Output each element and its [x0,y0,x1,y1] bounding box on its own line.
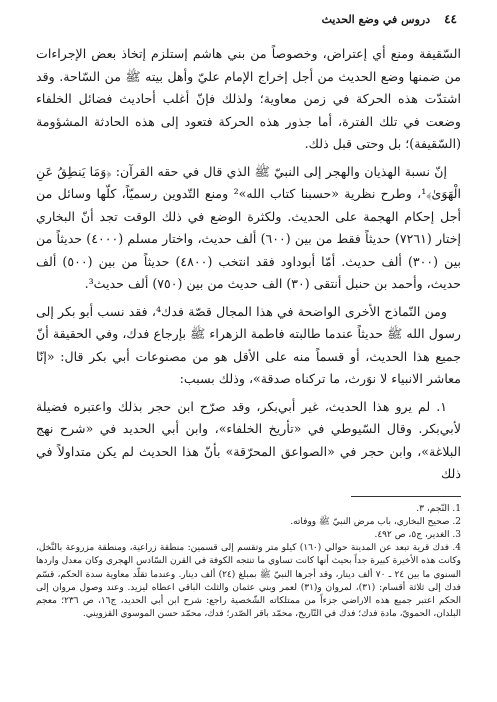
footnote-separator [351,496,461,497]
paragraph: ١. لم يرو هذا الحديث، غير أبي‌بكر، وقد صرّح ابن حجر بذلك واعتبره فضيلة لأبي‌بكر. وقال السّيوطي في «تأريخ الخلفاء»، وابن أبي الحديد في «شرح نهج البلاغة»، وابن حجر في «الصواعق المحرّقة» بأنّ هذا الحديث لم يكن متداولاً في ذلك [36,398,461,481]
footnotes [36,503,461,622]
footnote: 3. الغدير، ج٥، ص ٤٩٢. [374,529,461,540]
body-text [36,43,461,486]
paragraph: السّقيفة ومنع أي إعتراض، وخصوصاً من بني هاشم إستلزم إتخاذ بعض الإجراءات من ضمنها وضع الحديث من أجل إخراج الإمام عليّ وأهل بيته ﷺ من السّاحة. وقد اشتدّت هذه الحركة في زمن معاوية؛ ولذلك فإنّ أغلب أحاديث فضائل الخلفاء وضعت في تلك الفترة، أما جذور هذه الحركة فتعود إلى هذه الحادثة المشؤومة (السّقيفة)؛ بل وحتى قبل ذلك. [36,46,461,151]
page-number: ٤٤ [444,12,457,26]
running-title: دروس في وضع الحديث [321,13,431,26]
footnote: 2. صحيح البخاري، باب مرض النبيّ ﷺ ووفاته. [290,516,461,527]
footnote: 4. فدك قرية تبعد عن المدينة حوالي (١٦٠) كيلو متر وتقسم إلى قسمين: منطقة زراعية، ومنطقة مزروعة بالنَّخل، وكانت هذه الأخيرة كبيرة جداً بحيث أنها كانت تساوي ما تنتجه الكوفة في القرن السّادس الهجري وكان معدل واردها السنوي ما بين ٢٤ ـ ٧٠ ألف دينار، وقد أجرها النبيّ ﷺ بمبلغ (٢٤) ألف دينار. وعندما تقلّد معاوية سدة الحكم، قسّم فدك إلى ثلاثة أقسام: (٣١)، لمروان و(٣١) لعمر وبني عثمان والثلث الباقي اعطاه ليزيد. وعند وصول مروان إلى الحكم اعتبر جميع هذه الاراضي جزءاً من ممتلكاته الشّخصية راجع: شرح ابن أبي الحديد، ج١٦، ص ٢٣٦؛ معجم البلدان، الحمويّ، مادة فدك؛ فدك في التّاريخ، محمّد باقر الصّدر؛ فدك، محمّد حسن الموسوي القزويني. [36,543,462,620]
footnote-separator-wrap [36,486,461,503]
paragraph: إنّ نسبة الهذيان والهجر إلى النبيّ ﷺ الذي قال في حقه القرآن: ﴿وَمَا يَنطِقُ عَنِ الْهَوَىٰ﴾¹، وطرح نظرية «حسبنا كتاب الله»² ومنع التّدوين رسميّاً، كلّها وسائل من أجل إحكام الهجمة على الحديث. ولكثرة الوضع في ذلك الوقت تجد أنّ البخاري إختار (٧٢٦١) حديثاً فقط من بين (٦٠٠) ألف حديث، واختار مسلم (٤٠٠٠) حديثاً من بين (٣٠٠) ألف حديث. أمّا أبوداود فقد انتخب (٤٨٠٠) حديثاً من بين (٥٠٠) ألف حديث، وأحمد بن حنبل أنتقى (٣٠) الف حديث من بين (٧٥٠) ألف حديث³. [36,163,462,291]
paragraph: ومن النّماذج الأخرى الواضحة في هذا المجال قصّة فدك⁴، فقد نسب أبو بكر إلى رسول الله ﷺ حديثاً عندما طالبته فاطمة الزهراء ﷺ بإرجاع فدك، وفي الحقيقة أنّ جميع هذا الحديث، أو قسماً منه على الأقل هو من مصنوعات أبي بكر قال: «إنّا معاشر الانبياء لا نوَرث، ما تركناه صدقة»، وذلك بسبب: [36,303,461,386]
page-header [36,12,461,27]
footnote: 1. النّجم، ٣. [416,503,461,514]
